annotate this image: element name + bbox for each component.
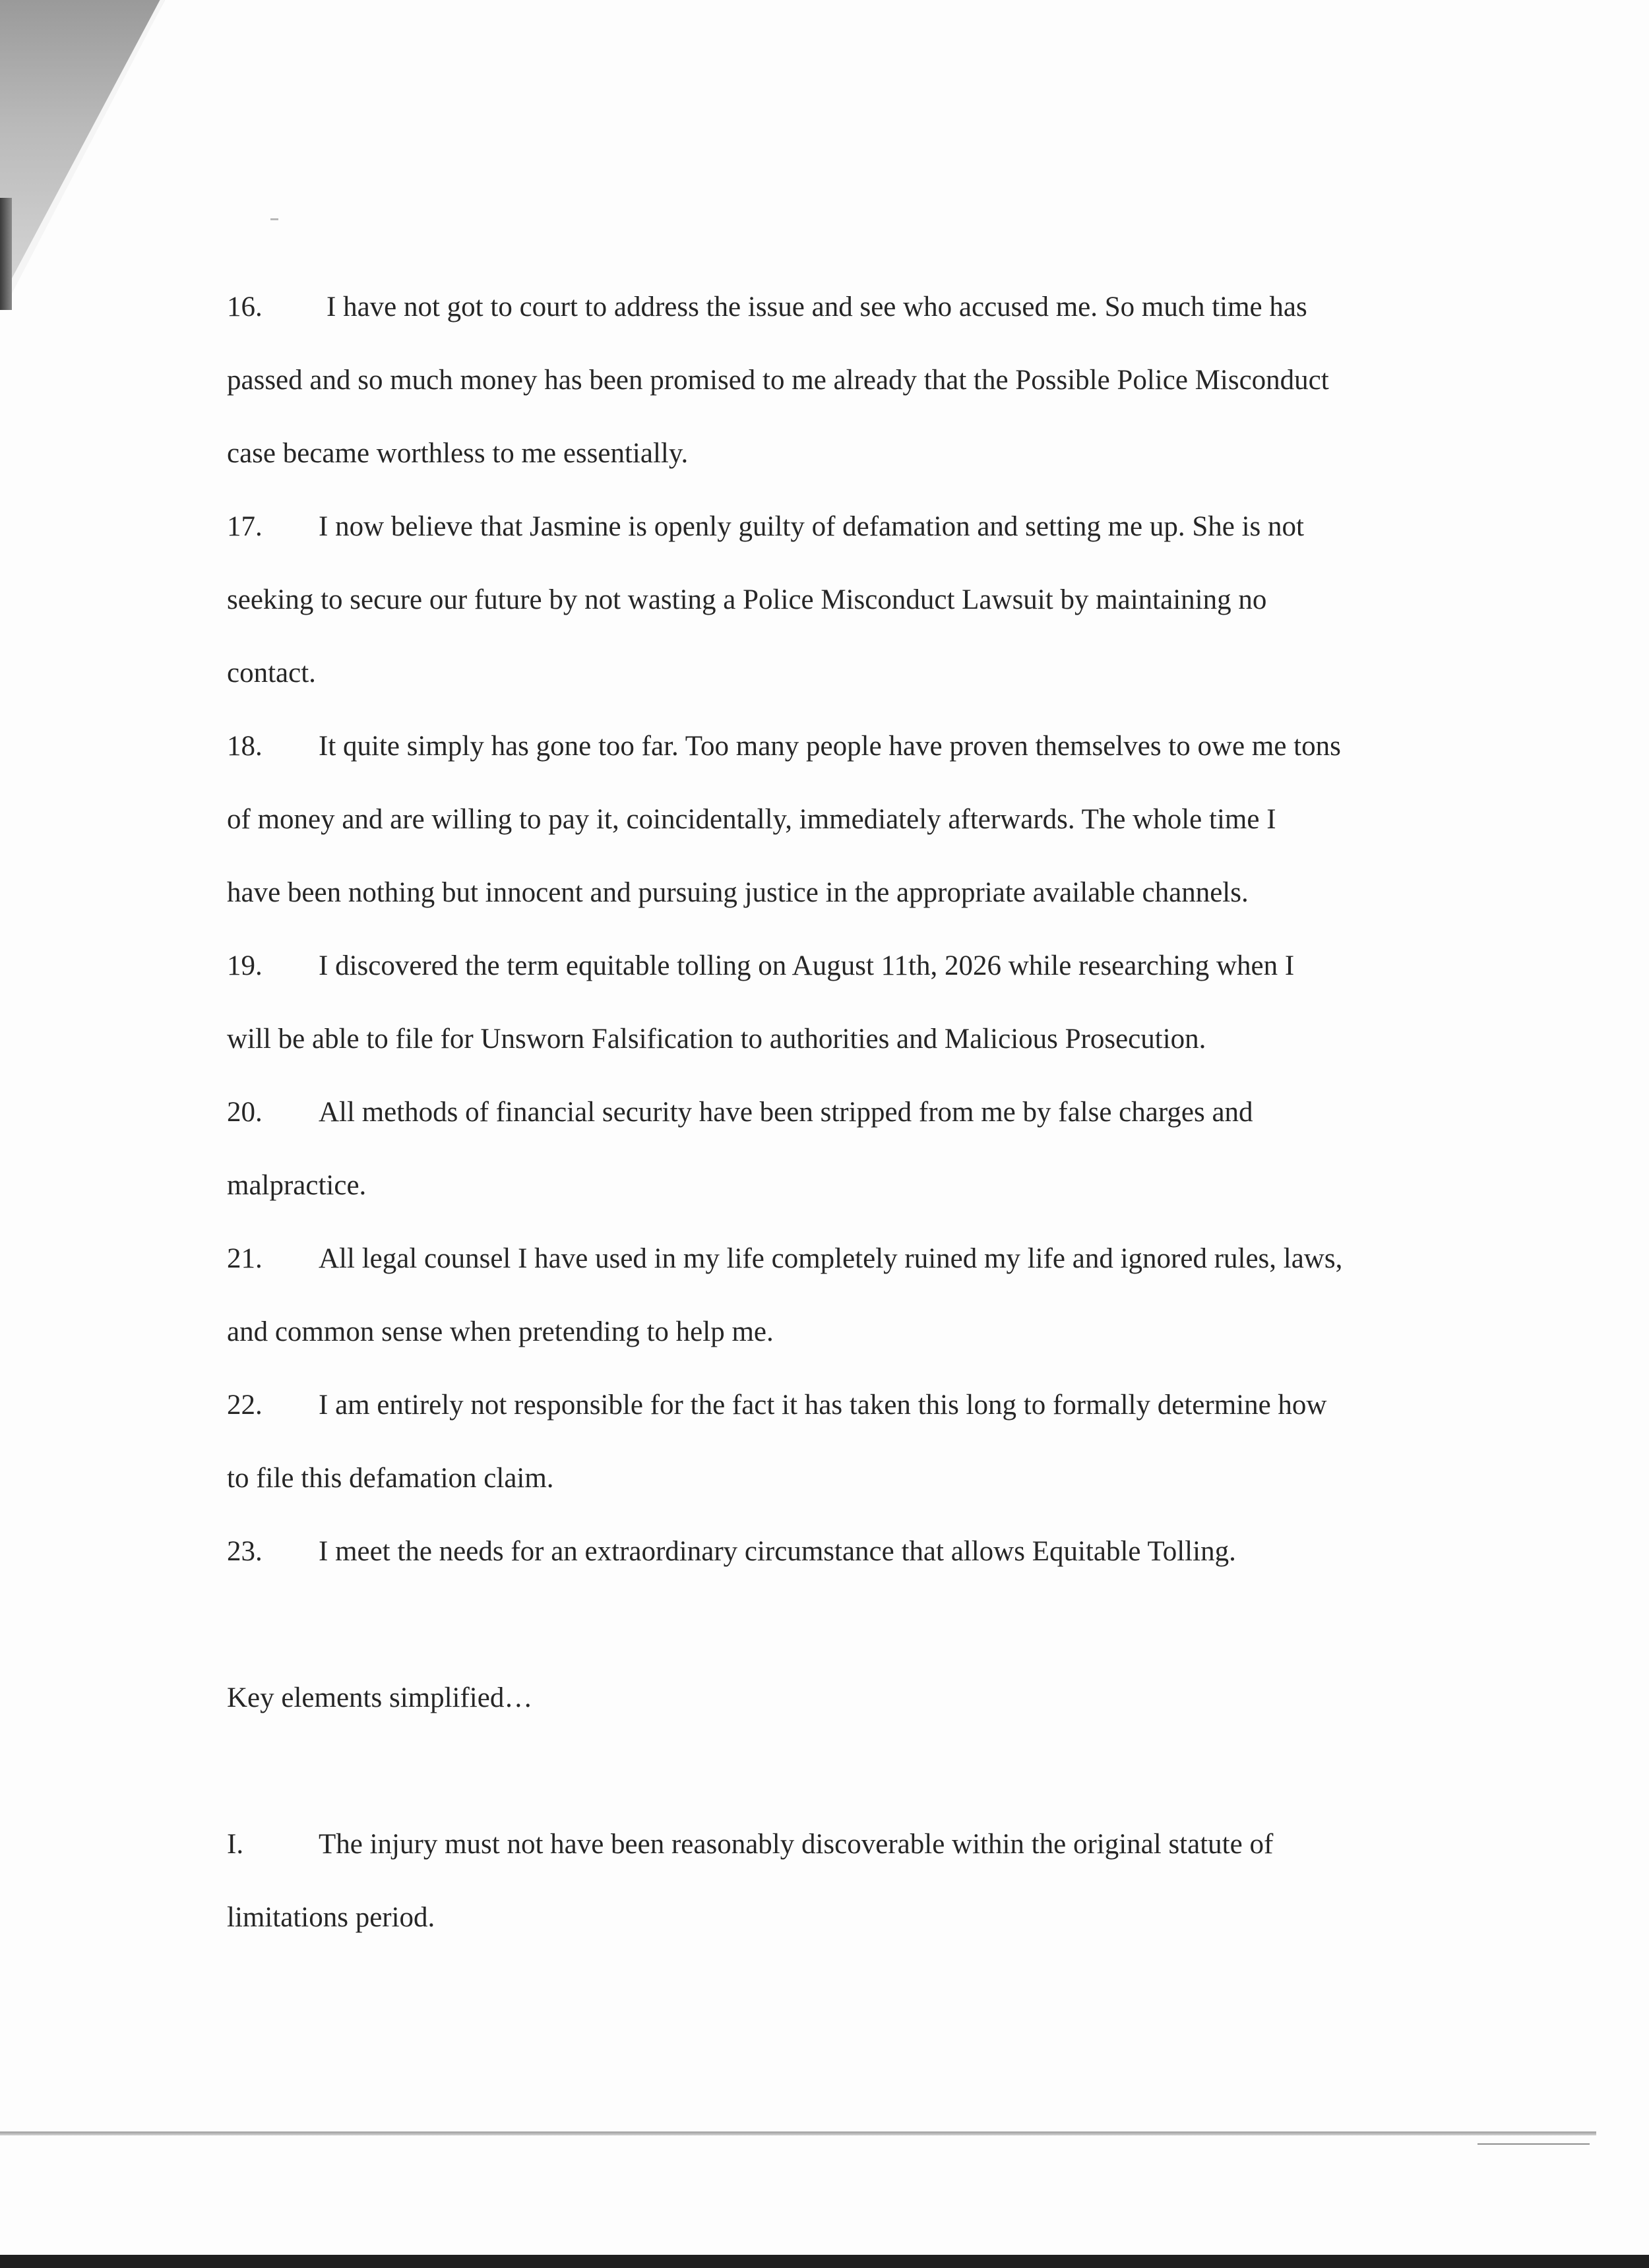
paragraph-number: 19.: [227, 950, 263, 981]
paragraph-number: 18.: [227, 731, 263, 762]
key-elements-heading: Key elements simplified…: [227, 1682, 533, 1713]
paragraph-number: 21.: [227, 1243, 263, 1274]
scan-bottom-mark: [1478, 2143, 1590, 2145]
paragraph-text: It quite simply has gone too far. Too many people have proven themselves to owe me tons: [319, 731, 1341, 762]
paragraph-17: [227, 490, 1447, 710]
element-i: [227, 1808, 1447, 1954]
scan-bottom-border: [0, 2255, 1649, 2268]
paragraph-line: have been nothing but innocent and pursuing justice in the appropriate available channels.: [227, 877, 1249, 908]
paragraph-line: seeking to secure our future by not wasting a Police Misconduct Lawsuit by maintaining no: [227, 584, 1267, 615]
paragraph-22: [227, 1368, 1447, 1515]
paragraph-number: 16.: [227, 291, 263, 322]
scan-speck: [270, 218, 278, 220]
paragraph-line: [227, 1222, 1447, 1295]
paragraph-line: case became worthless to me essentially.: [227, 438, 689, 469]
paragraph-line: malpractice.: [227, 1170, 367, 1201]
paragraph-text: I meet the needs for an extraordinary circumstance that allows Equitable Tolling.: [319, 1536, 1236, 1567]
element-text: The injury must not have been reasonably discoverable within the original statute of: [319, 1829, 1274, 1860]
paragraph-line: [227, 1808, 1447, 1881]
paragraph-line: contact.: [227, 658, 316, 689]
paragraph-text: I have not got to court to address the issue and see who accused me. So much time has: [327, 291, 1307, 322]
element-number: I.: [227, 1829, 244, 1860]
paragraph-21: [227, 1222, 1447, 1368]
paragraph-number: 23.: [227, 1536, 263, 1567]
paragraph-text: I am entirely not responsible for the fact it has taken this long to formally determine how: [319, 1390, 1327, 1421]
paragraph-line: limitations period.: [227, 1902, 435, 1933]
paragraph-23: [227, 1515, 1447, 1588]
paragraph-line: [227, 270, 1447, 344]
paragraph-text: I now believe that Jasmine is openly guilty of defamation and setting me up. She is not: [319, 511, 1304, 542]
document-body: [227, 270, 1447, 1954]
scan-edge-shadow: [0, 198, 12, 310]
scan-bottom-edge: [0, 2131, 1596, 2135]
paragraph-line: [227, 1368, 1447, 1442]
paragraph-number: 20.: [227, 1097, 263, 1128]
paragraph-text: I discovered the term equitable tolling on August 11th, 2026 while researching when I: [319, 950, 1295, 981]
paragraph-line: [227, 710, 1447, 783]
paragraph-line: passed and so much money has been promised to me already that the Possible Police Misconduct: [227, 365, 1329, 396]
paragraph-line: [227, 1076, 1447, 1149]
paragraph-number: 22.: [227, 1390, 263, 1421]
spacer: [227, 1588, 1447, 1661]
paragraph-line: [227, 490, 1447, 563]
paragraph-19: [227, 929, 1447, 1076]
paragraph-line: [227, 929, 1447, 1002]
spacer: [227, 1734, 1447, 1808]
paragraph-20: [227, 1076, 1447, 1222]
paragraph-line: of money and are willing to pay it, coincidentally, immediately afterwards. The whole time I: [227, 804, 1276, 835]
paragraph-line: will be able to file for Unsworn Falsification to authorities and Malicious Prosecution.: [227, 1024, 1206, 1055]
paragraph-16: [227, 270, 1447, 490]
paragraph-number: 17.: [227, 511, 263, 542]
paragraph-18: [227, 710, 1447, 929]
paragraph-text: All legal counsel I have used in my life completely ruined my life and ignored rules, laws,: [319, 1243, 1343, 1274]
paragraph-line: [227, 1515, 1447, 1588]
paragraph-text: All methods of financial security have been stripped from me by false charges and: [319, 1097, 1253, 1128]
paragraph-line: to file this defamation claim.: [227, 1463, 554, 1494]
paragraph-line: and common sense when pretending to help me.: [227, 1316, 774, 1347]
